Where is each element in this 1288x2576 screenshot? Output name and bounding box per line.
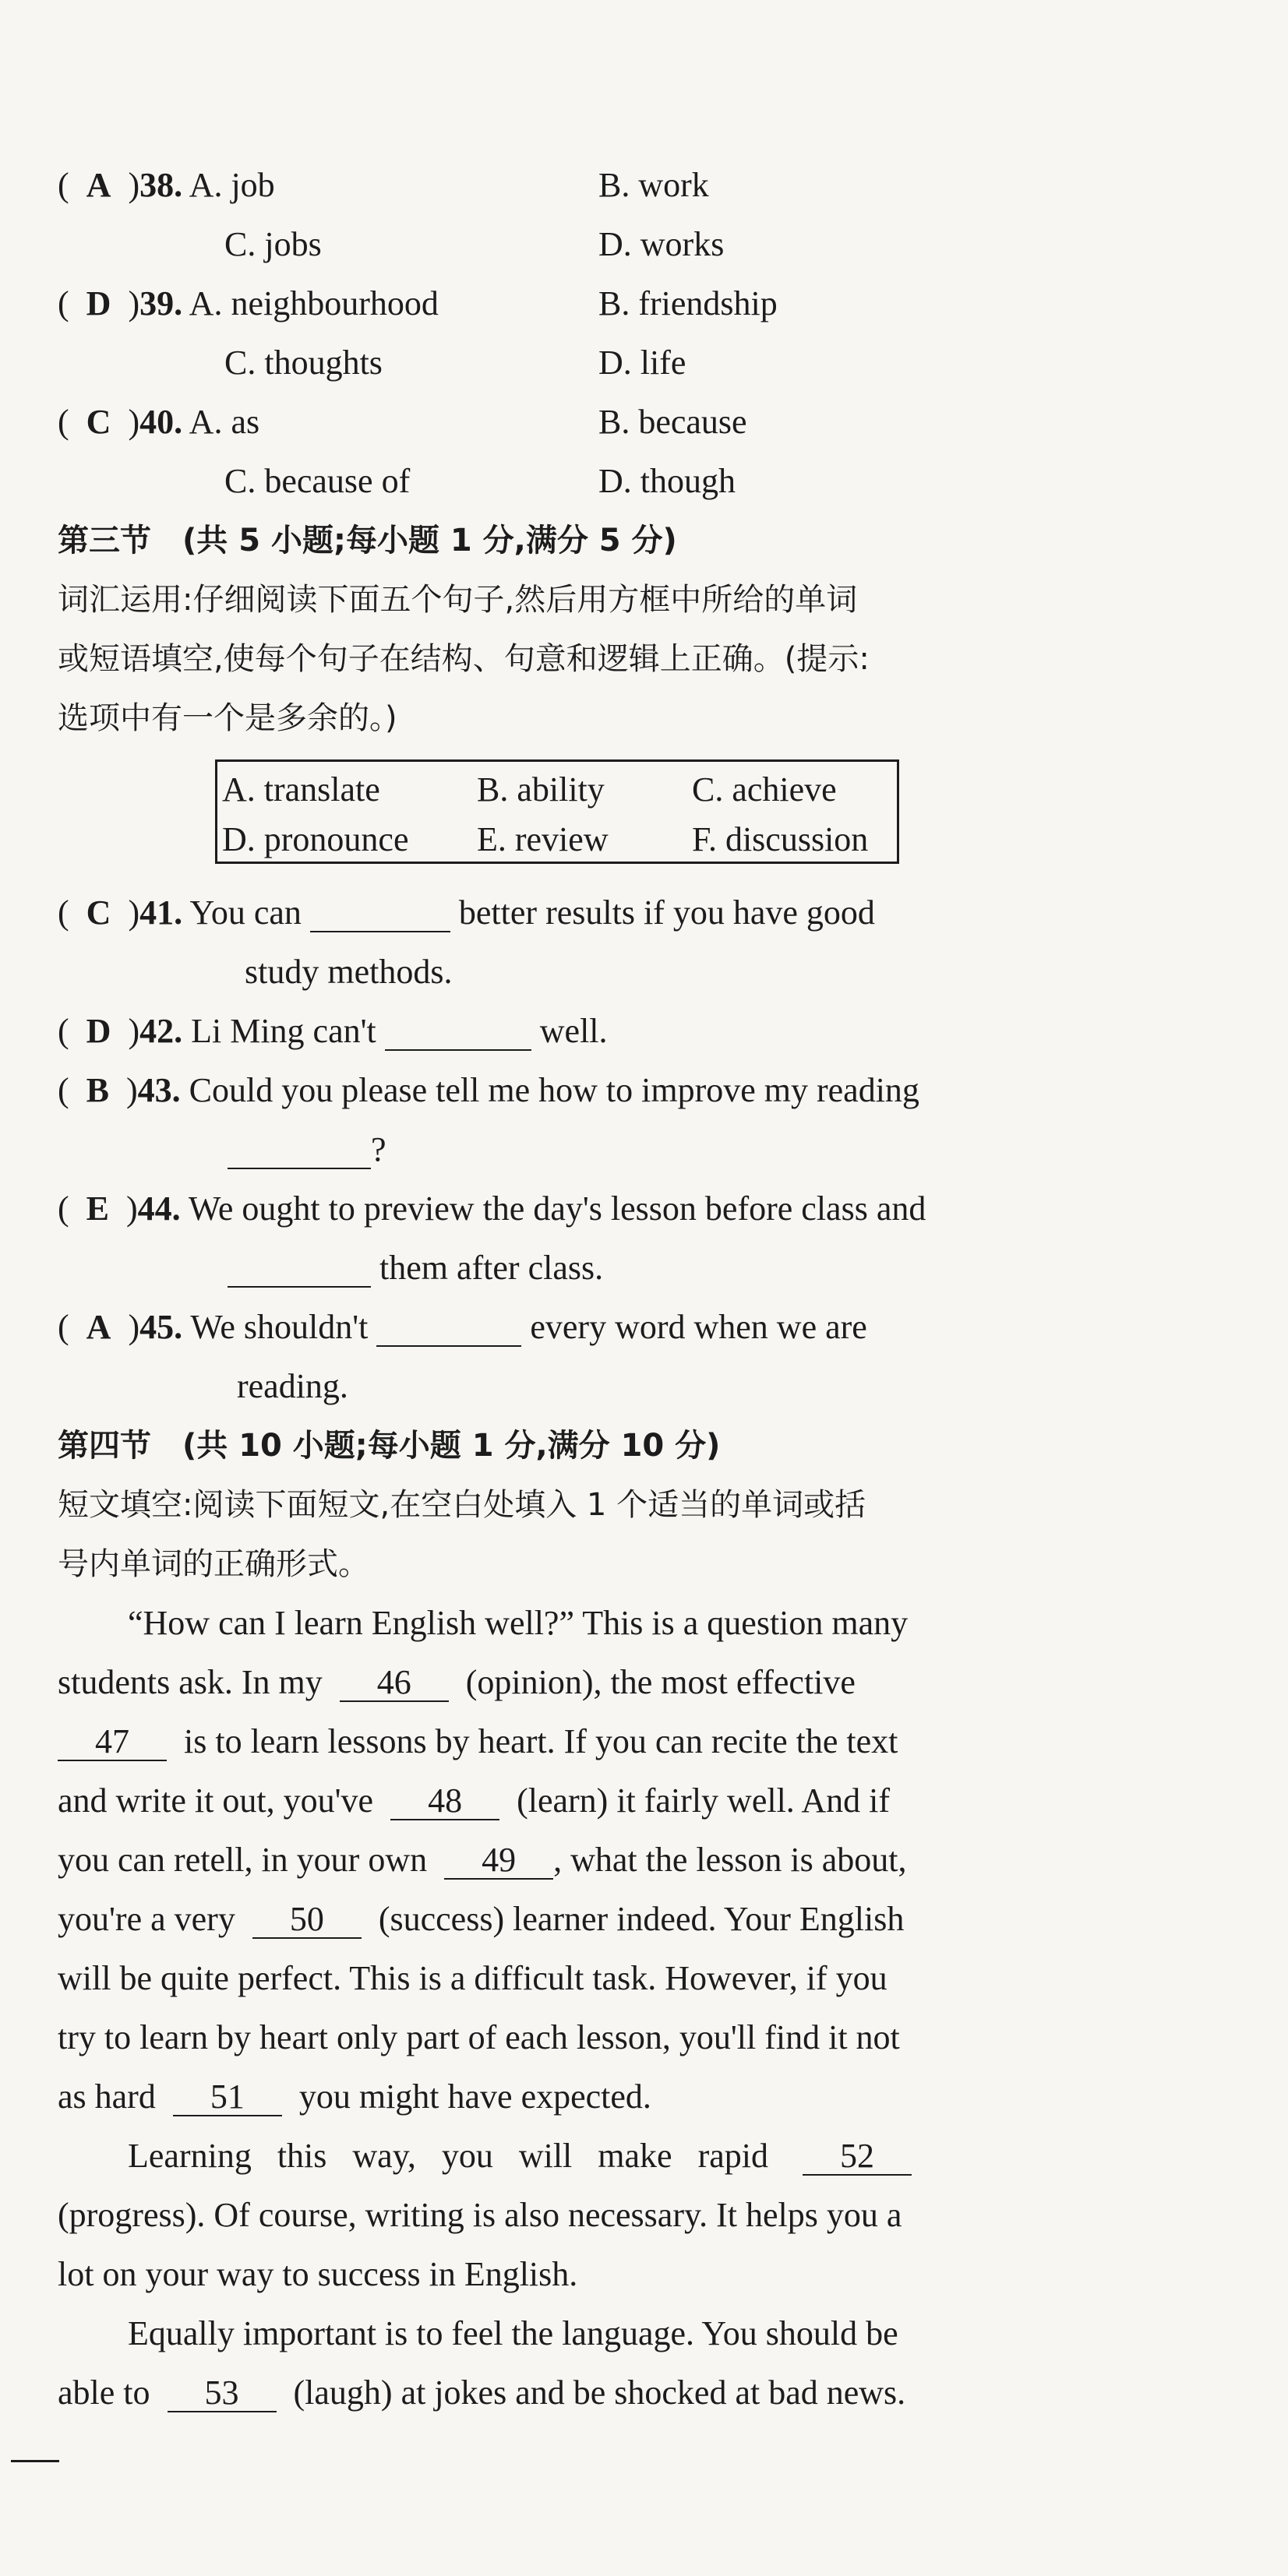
passage-p2-line-3: lot on your way to success in English. bbox=[58, 2255, 578, 2293]
section-3-heading: 第三节 (共 5 小题;每小题 1 分,满分 5 分) bbox=[58, 523, 677, 559]
option-40-b: B. because bbox=[598, 403, 747, 441]
word-option-e: E. review bbox=[477, 820, 609, 858]
passage-p1-line-6: you're a very 50 (success) learner indeed. Your English bbox=[58, 1900, 905, 1938]
passage-p1-line-3: 47 is to learn lessons by heart. If you can recite the text bbox=[58, 1720, 898, 1764]
passage-p1-line-4: and write it out, you've 48 (learn) it fairly well. And if bbox=[58, 1781, 891, 1820]
word-option-d: D. pronounce bbox=[222, 820, 409, 858]
passage-p1-line-1: “How can I learn English well?” This is a question many bbox=[128, 1604, 909, 1642]
question-45-cont: reading. bbox=[237, 1367, 348, 1405]
question-38: ( A )38. A. job bbox=[58, 166, 275, 204]
blank-41 bbox=[310, 895, 450, 932]
section-4-instruction-2: 号内单词的正确形式。 bbox=[58, 1546, 369, 1582]
passage-p2-line-1: Learning this way, you will make rapid 52 bbox=[128, 2134, 912, 2178]
word-option-a: A. translate bbox=[222, 770, 380, 809]
section-3-instruction-3: 选项中有一个是多余的。) bbox=[58, 700, 397, 736]
answer-38: A bbox=[86, 166, 111, 204]
answer-43: B bbox=[86, 1071, 110, 1109]
question-41-cont: study methods. bbox=[245, 953, 453, 991]
answer-45: A bbox=[86, 1308, 111, 1346]
section-4-instruction-1: 短文填空:阅读下面短文,在空白处填入 1 个适当的单词或括 bbox=[58, 1487, 866, 1523]
blank-51: 51 bbox=[173, 2079, 282, 2116]
passage-p1-line-9: as hard 51 you might have expected. bbox=[58, 2077, 651, 2116]
passage-p1-line-8: try to learn by heart only part of each lesson, you'll find it not bbox=[58, 2018, 900, 2056]
passage-p1-line-2: students ask. In my 46 (opinion), the most effective bbox=[58, 1663, 856, 1701]
question-44-cont: them after class. bbox=[228, 1246, 603, 1290]
option-39-c: C. thoughts bbox=[224, 344, 383, 382]
question-41: ( C )41. You can better results if you have good bbox=[58, 893, 875, 932]
word-option-c: C. achieve bbox=[692, 770, 837, 809]
passage-p2-line-2: (progress). Of course, writing is also necessary. It helps you a bbox=[58, 2196, 902, 2234]
passage-p1-line-7: will be quite perfect. This is a difficult task. However, if you bbox=[58, 1959, 887, 1997]
question-45: ( A )45. We shouldn't every word when we are bbox=[58, 1308, 867, 1346]
passage-p3-line-2: able to 53 (laugh) at jokes and be shocked at bad news. bbox=[58, 2373, 906, 2412]
question-44: ( E )44. We ought to preview the day's lesson before class and bbox=[58, 1189, 926, 1228]
blank-42 bbox=[385, 1013, 531, 1051]
section-4-heading: 第四节 (共 10 小题;每小题 1 分,满分 10 分) bbox=[58, 1428, 721, 1464]
blank-46: 46 bbox=[340, 1665, 449, 1702]
answer-42: D bbox=[86, 1012, 111, 1050]
blank-50: 50 bbox=[252, 1901, 362, 1939]
option-39-a: A. neighbourhood bbox=[189, 284, 439, 322]
option-38-c: C. jobs bbox=[224, 225, 322, 263]
blank-52: 52 bbox=[803, 2138, 912, 2176]
blank-53: 53 bbox=[168, 2375, 277, 2412]
blank-45 bbox=[376, 1309, 521, 1347]
question-43: ( B )43. Could you please tell me how to improve my reading bbox=[58, 1071, 919, 1109]
option-38-d: D. works bbox=[598, 225, 725, 263]
answer-41: C bbox=[86, 893, 111, 932]
blank-49: 49 bbox=[444, 1842, 553, 1880]
option-39-d: D. life bbox=[598, 344, 686, 382]
option-40-d: D. though bbox=[598, 462, 736, 500]
word-option-b: B. ability bbox=[477, 770, 605, 809]
word-option-f: F. discussion bbox=[692, 820, 869, 858]
question-40: ( C )40. A. as bbox=[58, 403, 260, 441]
passage-p3-line-1: Equally important is to feel the language. You should be bbox=[128, 2314, 898, 2352]
question-42: ( D )42. Li Ming can't well. bbox=[58, 1012, 608, 1050]
blank-43 bbox=[228, 1132, 371, 1169]
page-footer-mark bbox=[11, 2460, 59, 2462]
section-3-instruction-1: 词汇运用:仔细阅读下面五个句子,然后用方框中所给的单词 bbox=[58, 582, 858, 618]
blank-47: 47 bbox=[58, 1724, 167, 1761]
answer-40: C bbox=[86, 403, 111, 441]
question-43-cont: ? bbox=[228, 1128, 386, 1172]
option-40-c: C. because of bbox=[224, 462, 411, 500]
answer-44: E bbox=[86, 1189, 110, 1228]
word-bank-box bbox=[215, 759, 899, 864]
option-40-a: A. as bbox=[189, 403, 260, 441]
answer-39: D bbox=[86, 284, 111, 322]
blank-48: 48 bbox=[390, 1783, 499, 1820]
option-38-a: A. job bbox=[189, 166, 275, 204]
question-39: ( D )39. A. neighbourhood bbox=[58, 284, 439, 322]
option-38-b: B. work bbox=[598, 166, 709, 204]
option-39-b: B. friendship bbox=[598, 284, 778, 322]
passage-p1-line-5: you can retell, in your own 49 , what the lesson is about, bbox=[58, 1841, 907, 1879]
section-3-instruction-2: 或短语填空,使每个句子在结构、句意和逻辑上正确。(提示: bbox=[58, 641, 870, 677]
blank-44 bbox=[228, 1250, 371, 1288]
